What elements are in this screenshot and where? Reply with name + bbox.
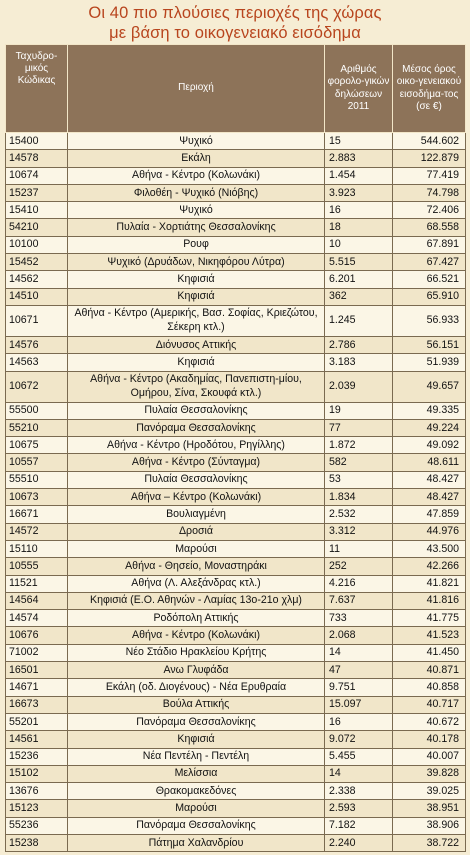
- table-row: [6, 800, 466, 817]
- area-cell: Πανόραμα Θεσσαλονίκης: [68, 713, 325, 730]
- average-income-cell: 43.500: [393, 540, 466, 557]
- area-cell: Πυλαία Θεσσαλονίκης: [68, 402, 325, 419]
- area-cell: Ροδόπολη Αττικής: [68, 610, 325, 627]
- area-cell: Πάτημα Χαλανδρίου: [68, 834, 325, 851]
- table-row: [6, 489, 466, 506]
- postal-code-cell: 15400: [6, 133, 68, 150]
- average-income-cell: 41.821: [393, 575, 466, 592]
- tax-returns-cell: 582: [325, 454, 393, 471]
- average-income-cell: 41.450: [393, 644, 466, 661]
- average-income-cell: 40.007: [393, 748, 466, 765]
- postal-code-cell: 10674: [6, 167, 68, 184]
- area-cell: Κηφισιά: [68, 288, 325, 305]
- income-table: [5, 44, 466, 852]
- postal-code-cell: 10100: [6, 236, 68, 253]
- average-income-cell: 48.611: [393, 454, 466, 471]
- table-row: [6, 506, 466, 523]
- postal-code-cell: 15410: [6, 202, 68, 219]
- header-average-income: Μέσος όρος οικο-γενειακού εισοδήμα-τος (σε €): [393, 45, 466, 133]
- table-row: [6, 558, 466, 575]
- area-cell: Βούλα Αττικής: [68, 696, 325, 713]
- postal-code-cell: 11521: [6, 575, 68, 592]
- area-cell: Ψυχικό: [68, 202, 325, 219]
- tax-returns-cell: 53: [325, 471, 393, 488]
- postal-code-cell: 10673: [6, 489, 68, 506]
- tax-returns-cell: 2.338: [325, 783, 393, 800]
- table-row: [6, 202, 466, 219]
- average-income-cell: 41.775: [393, 610, 466, 627]
- tax-returns-cell: 6.201: [325, 271, 393, 288]
- title-line-1: Οι 40 πιο πλούσιες περιοχές της χώρας: [88, 4, 382, 22]
- table-row: [6, 471, 466, 488]
- average-income-cell: 66.521: [393, 271, 466, 288]
- table-row: [6, 765, 466, 782]
- area-cell: Αθήνα (Λ. Αλεξάνδρας κτλ.): [68, 575, 325, 592]
- area-cell: Ψυχικό: [68, 133, 325, 150]
- table-row: [6, 679, 466, 696]
- postal-code-cell: 15452: [6, 254, 68, 271]
- tax-returns-cell: 10: [325, 236, 393, 253]
- tax-returns-cell: 1.245: [325, 305, 393, 336]
- average-income-cell: 49.657: [393, 371, 466, 402]
- table-row: [6, 336, 466, 353]
- average-income-cell: 39.828: [393, 765, 466, 782]
- postal-code-cell: 55510: [6, 471, 68, 488]
- tax-returns-cell: 9.751: [325, 679, 393, 696]
- area-cell: Κηφισιά (Ε.Ο. Αθηνών - Λαμίας 13ο-21ο χλμ): [68, 592, 325, 609]
- tax-returns-cell: 2.039: [325, 371, 393, 402]
- table-row: [6, 575, 466, 592]
- tax-returns-cell: 2.240: [325, 834, 393, 851]
- table-row: [6, 540, 466, 557]
- table-row: [6, 402, 466, 419]
- postal-code-cell: 14572: [6, 523, 68, 540]
- average-income-cell: 47.859: [393, 506, 466, 523]
- area-cell: Αθήνα - Θησείο, Μοναστηράκι: [68, 558, 325, 575]
- area-cell: Βουλιαγμένη: [68, 506, 325, 523]
- area-cell: Αθήνα - Κέντρο (Κολωνάκι): [68, 627, 325, 644]
- tax-returns-cell: 15: [325, 133, 393, 150]
- average-income-cell: 68.558: [393, 219, 466, 236]
- table-row: [6, 696, 466, 713]
- postal-code-cell: 10675: [6, 437, 68, 454]
- area-cell: Μελίσσια: [68, 765, 325, 782]
- document-title: [0, 0, 470, 44]
- area-cell: Διόνυσος Αττικής: [68, 336, 325, 353]
- area-cell: Μαρούσι: [68, 800, 325, 817]
- average-income-cell: 77.419: [393, 167, 466, 184]
- postal-code-cell: 14671: [6, 679, 68, 696]
- table-row: [6, 133, 466, 150]
- postal-code-cell: 16671: [6, 506, 68, 523]
- postal-code-cell: 16501: [6, 662, 68, 679]
- area-cell: Πυλαία - Χορτιάτης Θεσσαλονίκης: [68, 219, 325, 236]
- average-income-cell: 544.602: [393, 133, 466, 150]
- table-row: [6, 523, 466, 540]
- postal-code-cell: 16673: [6, 696, 68, 713]
- average-income-cell: 38.951: [393, 800, 466, 817]
- area-cell: Μαρούσι: [68, 540, 325, 557]
- average-income-cell: 42.266: [393, 558, 466, 575]
- tax-returns-cell: 18: [325, 219, 393, 236]
- table-header: [6, 45, 466, 133]
- tax-returns-cell: 47: [325, 662, 393, 679]
- table-row: [6, 236, 466, 253]
- tax-returns-cell: 362: [325, 288, 393, 305]
- postal-code-cell: 14564: [6, 592, 68, 609]
- postal-code-cell: 14563: [6, 354, 68, 371]
- table-row: [6, 419, 466, 436]
- table-body: [6, 133, 466, 852]
- area-cell: Θρακομακεδόνες: [68, 783, 325, 800]
- average-income-cell: 48.427: [393, 471, 466, 488]
- tax-returns-cell: 15.097: [325, 696, 393, 713]
- postal-code-cell: 10671: [6, 305, 68, 336]
- postal-code-cell: 15237: [6, 184, 68, 201]
- area-cell: Αθήνα - Κέντρο (Ακαδημίας, Πανεπιστη-μίου, Ομήρου, Σίνα, Σκουφά κτλ.): [68, 371, 325, 402]
- table-row: [6, 167, 466, 184]
- header-tax-returns: Αριθμός φορολο-γικών δηλώσεων 2011: [325, 45, 393, 133]
- average-income-cell: 40.717: [393, 696, 466, 713]
- average-income-cell: 38.722: [393, 834, 466, 851]
- average-income-cell: 51.939: [393, 354, 466, 371]
- area-cell: Εκάλη (οδ. Διογένους) - Νέα Ερυθραία: [68, 679, 325, 696]
- average-income-cell: 67.427: [393, 254, 466, 271]
- table-row: [6, 834, 466, 851]
- postal-code-cell: 10557: [6, 454, 68, 471]
- area-cell: Ρουφ: [68, 236, 325, 253]
- postal-code-cell: 14574: [6, 610, 68, 627]
- table-row: [6, 662, 466, 679]
- postal-code-cell: 15102: [6, 765, 68, 782]
- tax-returns-cell: 1.454: [325, 167, 393, 184]
- postal-code-cell: 14510: [6, 288, 68, 305]
- average-income-cell: 74.798: [393, 184, 466, 201]
- tax-returns-cell: 2.883: [325, 150, 393, 167]
- table-row: [6, 748, 466, 765]
- average-income-cell: 49.335: [393, 402, 466, 419]
- postal-code-cell: 54210: [6, 219, 68, 236]
- area-cell: Ανω Γλυφάδα: [68, 662, 325, 679]
- tax-returns-cell: 1.872: [325, 437, 393, 454]
- table-row: [6, 817, 466, 834]
- postal-code-cell: 15238: [6, 834, 68, 851]
- area-cell: Αθήνα - Κέντρο (Σύνταγμα): [68, 454, 325, 471]
- postal-code-cell: 15236: [6, 748, 68, 765]
- area-cell: Ψυχικό (Δρυάδων, Νικηφόρου Λύτρα): [68, 254, 325, 271]
- average-income-cell: 40.672: [393, 713, 466, 730]
- tax-returns-cell: 19: [325, 402, 393, 419]
- tax-returns-cell: 11: [325, 540, 393, 557]
- postal-code-cell: 55201: [6, 713, 68, 730]
- tax-returns-cell: 3.183: [325, 354, 393, 371]
- postal-code-cell: 10555: [6, 558, 68, 575]
- area-cell: Πανόραμα Θεσσαλονίκης: [68, 817, 325, 834]
- tax-returns-cell: 2.786: [325, 336, 393, 353]
- area-cell: Δροσιά: [68, 523, 325, 540]
- area-cell: Αθήνα - Κέντρο (Κολωνάκι): [68, 167, 325, 184]
- tax-returns-cell: 2.068: [325, 627, 393, 644]
- table-row: [6, 150, 466, 167]
- average-income-cell: 40.871: [393, 662, 466, 679]
- average-income-cell: 56.151: [393, 336, 466, 353]
- area-cell: Πυλαία Θεσσαλονίκης: [68, 471, 325, 488]
- average-income-cell: 41.816: [393, 592, 466, 609]
- postal-code-cell: 15110: [6, 540, 68, 557]
- average-income-cell: 49.092: [393, 437, 466, 454]
- postal-code-cell: 14561: [6, 731, 68, 748]
- average-income-cell: 40.178: [393, 731, 466, 748]
- average-income-cell: 67.891: [393, 236, 466, 253]
- area-cell: Φιλοθέη - Ψυχικό (Νιόβης): [68, 184, 325, 201]
- average-income-cell: 48.427: [393, 489, 466, 506]
- table-row: [6, 644, 466, 661]
- postal-code-cell: 55236: [6, 817, 68, 834]
- table-row: [6, 288, 466, 305]
- postal-code-cell: 13676: [6, 783, 68, 800]
- table-row: [6, 731, 466, 748]
- tax-returns-cell: 2.593: [325, 800, 393, 817]
- table-row: [6, 592, 466, 609]
- average-income-cell: 65.910: [393, 288, 466, 305]
- area-cell: Πανόραμα Θεσσαλονίκης: [68, 419, 325, 436]
- area-cell: Νέα Πεντέλη - Πεντέλη: [68, 748, 325, 765]
- area-cell: Κηφισιά: [68, 354, 325, 371]
- tax-returns-cell: 252: [325, 558, 393, 575]
- tax-returns-cell: 7.637: [325, 592, 393, 609]
- postal-code-cell: 14576: [6, 336, 68, 353]
- table-row: [6, 305, 466, 336]
- average-income-cell: 44.976: [393, 523, 466, 540]
- average-income-cell: 72.406: [393, 202, 466, 219]
- area-cell: Αθήνα - Κέντρο (Ηροδότου, Ρηγίλλης): [68, 437, 325, 454]
- average-income-cell: 49.224: [393, 419, 466, 436]
- table-row: [6, 627, 466, 644]
- area-cell: Κηφισιά: [68, 271, 325, 288]
- postal-code-cell: 14562: [6, 271, 68, 288]
- tax-returns-cell: 5.455: [325, 748, 393, 765]
- table-row: [6, 454, 466, 471]
- table-row: [6, 610, 466, 627]
- tax-returns-cell: 5.515: [325, 254, 393, 271]
- tax-returns-cell: 14: [325, 765, 393, 782]
- area-cell: Κηφισιά: [68, 731, 325, 748]
- area-cell: Αθήνα – Κέντρο (Κολωνάκι): [68, 489, 325, 506]
- average-income-cell: 39.025: [393, 783, 466, 800]
- header-postal-code: Ταχυδρο-μικός Κώδικας: [6, 45, 68, 133]
- table-row: [6, 254, 466, 271]
- title-line-2: με βάση το οικογενειακό εισόδημα: [109, 24, 361, 42]
- table-row: [6, 271, 466, 288]
- tax-returns-cell: 77: [325, 419, 393, 436]
- tax-returns-cell: 16: [325, 713, 393, 730]
- average-income-cell: 56.933: [393, 305, 466, 336]
- area-cell: Νέο Στάδιο Ηρακλείου Κρήτης: [68, 644, 325, 661]
- tax-returns-cell: 7.182: [325, 817, 393, 834]
- tax-returns-cell: 16: [325, 202, 393, 219]
- table-row: [6, 371, 466, 402]
- postal-code-cell: 10676: [6, 627, 68, 644]
- postal-code-cell: 10672: [6, 371, 68, 402]
- table-row: [6, 713, 466, 730]
- tax-returns-cell: 3.923: [325, 184, 393, 201]
- table-row: [6, 219, 466, 236]
- postal-code-cell: 71002: [6, 644, 68, 661]
- average-income-cell: 122.879: [393, 150, 466, 167]
- tax-returns-cell: 3.312: [325, 523, 393, 540]
- average-income-cell: 41.523: [393, 627, 466, 644]
- postal-code-cell: 55500: [6, 402, 68, 419]
- area-cell: Εκάλη: [68, 150, 325, 167]
- tax-returns-cell: 14: [325, 644, 393, 661]
- postal-code-cell: 15123: [6, 800, 68, 817]
- tax-returns-cell: 733: [325, 610, 393, 627]
- table-row: [6, 783, 466, 800]
- postal-code-cell: 14578: [6, 150, 68, 167]
- tax-returns-cell: 1.834: [325, 489, 393, 506]
- table-row: [6, 184, 466, 201]
- header-area: Περιοχή: [68, 45, 325, 133]
- area-cell: Αθήνα - Κέντρο (Αμερικής, Βασ. Σοφίας, Κριεζώτου, Σέκερη κτλ.): [68, 305, 325, 336]
- postal-code-cell: 55210: [6, 419, 68, 436]
- tax-returns-cell: 9.072: [325, 731, 393, 748]
- table-row: [6, 354, 466, 371]
- tax-returns-cell: 2.532: [325, 506, 393, 523]
- tax-returns-cell: 4.216: [325, 575, 393, 592]
- average-income-cell: 40.858: [393, 679, 466, 696]
- average-income-cell: 38.906: [393, 817, 466, 834]
- table-row: [6, 437, 466, 454]
